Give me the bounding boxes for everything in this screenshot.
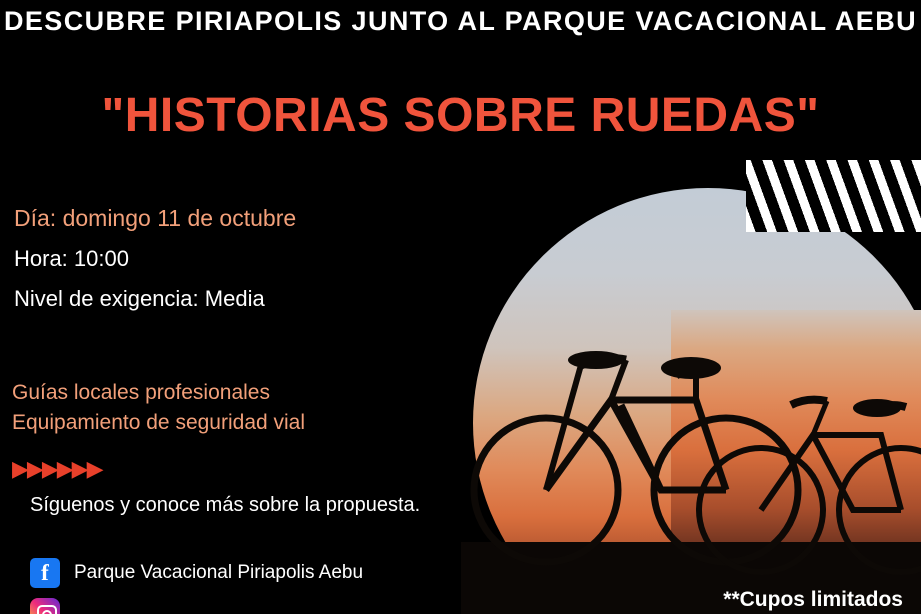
detail-level: Nivel de exigencia: Media <box>14 286 265 311</box>
social-links <box>30 558 460 614</box>
detail-time: Hora: 10:00 <box>14 246 129 271</box>
arrows-decoration: ▶▶▶▶▶▶ <box>12 456 102 481</box>
event-details <box>14 205 484 326</box>
social-row-facebook[interactable] <box>30 558 460 588</box>
headline: DESCUBRE PIRIAPOLIS JUNTO AL PARQUE VACACIONAL AEBU <box>4 6 917 36</box>
feature-item: Equipamiento de seguridad vial <box>12 410 306 434</box>
social-row-instagram[interactable] <box>30 598 460 614</box>
features-list <box>12 378 482 438</box>
detail-day: Día: domingo 11 de octubre <box>14 205 297 231</box>
limited-spots-note: **Cupos limitados <box>723 588 903 611</box>
facebook-page-name: Parque Vacacional Piriapolis Aebu <box>74 562 364 583</box>
follow-text: Síguenos y conoce más sobre la propuesta. <box>30 494 421 516</box>
feature-item: Guías locales profesionales <box>12 381 270 404</box>
facebook-icon[interactable]: f <box>30 558 60 588</box>
page-title: "HISTORIAS SOBRE RUEDAS" <box>101 89 820 142</box>
bike-photo <box>461 160 921 614</box>
stripes-decoration-mask <box>746 160 921 232</box>
stripes-decoration <box>746 160 921 232</box>
instagram-icon[interactable] <box>30 598 60 614</box>
